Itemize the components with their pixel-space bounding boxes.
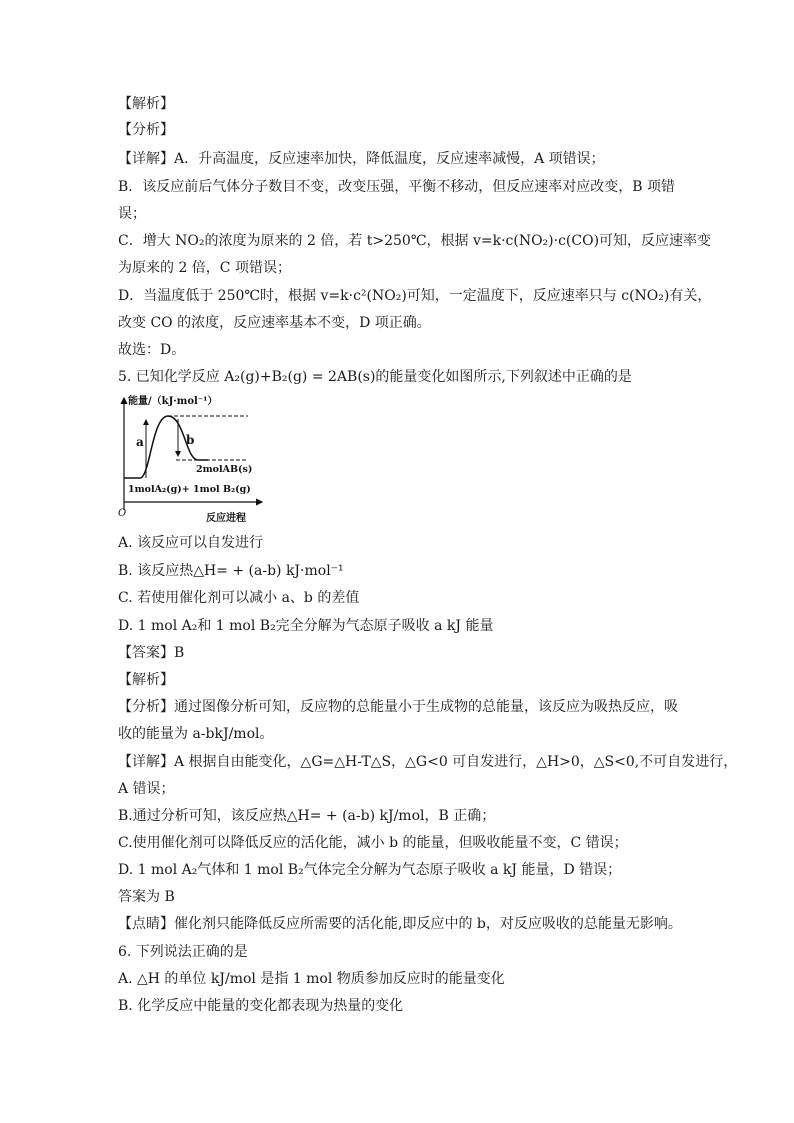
question-5-stem: 5. 已知化学反应 A₂(g)+B₂(g) = 2AB(s)的能量变化如图所示,下列叙述中正确的是 xyxy=(118,369,632,385)
text-line: 【详解】A．升高温度，反应速率加快，降低温度，反应速率减慢，A 项错误； xyxy=(118,151,605,167)
option-a: A. △H 的单位 kJ/mol 是指 1 mol 物质参加反应时的能量变化 xyxy=(118,971,505,987)
text-line: 故选：D。 xyxy=(118,342,186,358)
text-line: 收的能量为 a-bkJ/mol。 xyxy=(118,726,274,742)
origin-label: O xyxy=(118,508,127,519)
text-line: 【点睛】催化剂只能降低反应所需要的活化能,即反应中的 b，对反应吸收的总能量无影响。 xyxy=(118,916,682,932)
text-line: B．该反应前后气体分子数目不变，改变压强，平衡不移动，但反应速率对应改变，B 项错 xyxy=(118,179,676,195)
text-line: 【解析】 xyxy=(118,96,174,112)
x-axis-label: 反应进程 xyxy=(206,513,246,524)
text-line: A 错误； xyxy=(118,781,175,797)
text-line: 改变 CO 的浓度，反应速率基本不变，D 项正确。 xyxy=(118,315,431,331)
text-line: 为原来的 2 倍，C 项错误； xyxy=(118,260,291,276)
text-line: B.通过分析可知，该反应热△H= + (a-b) kJ/mol，B 正确； xyxy=(118,808,496,824)
text-line: C．增大 NO₂的浓度为原来的 2 倍，若 t>250℃，根据 v=k·c(NO₂)·c(CO)可知，反应速率变 xyxy=(118,233,712,249)
answer-line: 【答案】B xyxy=(118,645,185,661)
text-line: 【解析】 xyxy=(118,672,174,688)
text-line: 【分析】通过图像分析可知，反应物的总能量小于生成物的总能量，该反应为吸热反应，吸 xyxy=(118,699,678,715)
question-6-stem: 6. 下列说法正确的是 xyxy=(118,944,248,960)
option-c: C. 若使用催化剂可以减小 a、b 的差值 xyxy=(118,590,360,606)
reactants-label: 1molA₂(g)+ 1mol B₂(g) xyxy=(128,484,251,495)
text-line: 【分析】 xyxy=(118,122,174,138)
option-d: D. 1 mol A₂和 1 mol B₂完全分解为气态原子吸收 a kJ 能量 xyxy=(118,618,494,634)
y-axis-label: 能量/（kJ·mol⁻¹） xyxy=(128,396,218,407)
text-line: 答案为 B xyxy=(118,889,175,905)
label-a: a xyxy=(136,435,144,449)
text-line: C.使用催化剂可以降低反应的活化能，减小 b 的能量，但吸收能量不变，C 错误； xyxy=(118,835,628,851)
energy-diagram xyxy=(116,392,266,524)
text-line: D. 1 mol A₂气体和 1 mol B₂气体完全分解为气态原子吸收 a kJ 能量，D 错误； xyxy=(118,862,622,878)
option-a: A. 该反应可以自发进行 xyxy=(118,535,264,551)
label-b: b xyxy=(186,433,195,447)
text-line: D．当温度低于 250℃时，根据 v=k·c²(NO₂)可知，一定温度下，反应速率只与 c(NO₂)有关， xyxy=(118,288,712,304)
products-label: 2molAB(s) xyxy=(196,464,253,475)
text-line: 【详解】A 根据自由能变化，△G=△H-T△S，△G<0 可自发进行，△H>0，△S<0,不可自发进行， xyxy=(118,754,738,770)
option-b: B. 化学反应中能量的变化都表现为热量的变化 xyxy=(118,998,404,1014)
text-line: 误； xyxy=(118,206,146,222)
option-b: B. 该反应热△H= + (a-b) kJ·mol⁻¹ xyxy=(118,563,344,579)
